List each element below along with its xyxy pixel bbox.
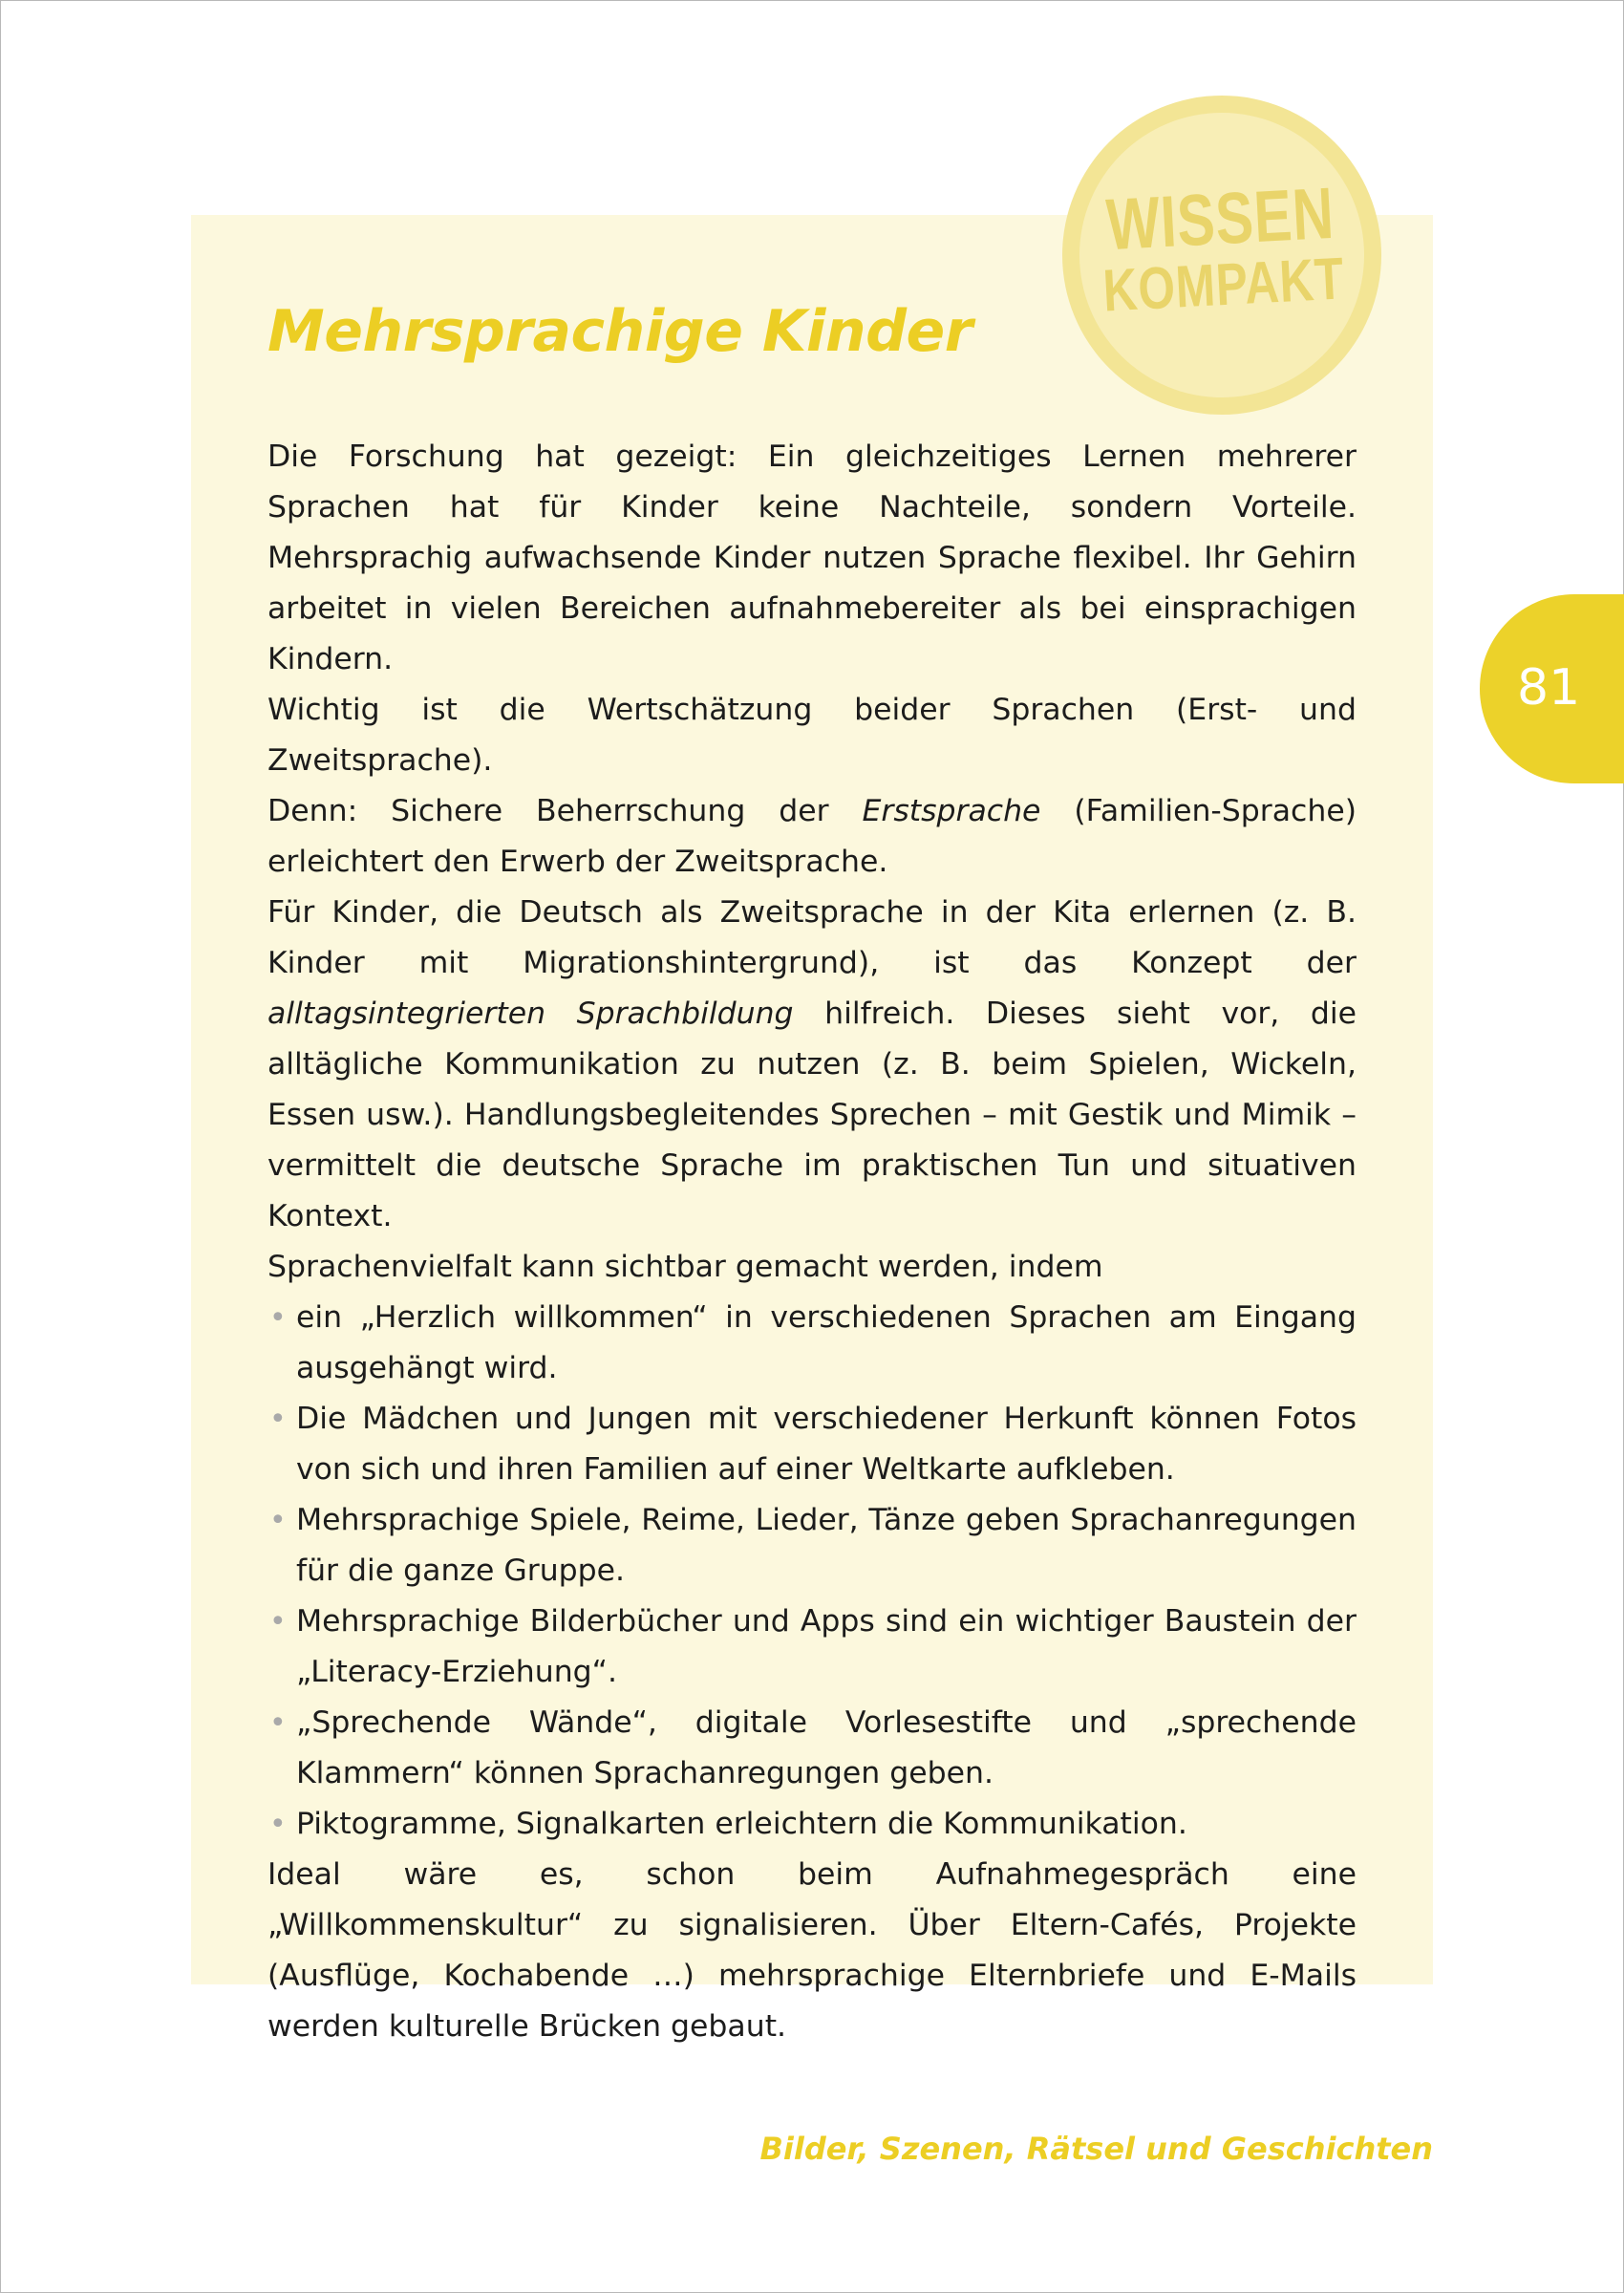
paragraph-diversity-intro: Sprachenvielfalt kann sichtbar gemacht werden, indem bbox=[267, 1250, 1103, 1284]
list-item bbox=[267, 1495, 1357, 1597]
list-item-text: Mehrsprachige Spiele, Reime, Lieder, Tänze geben Sprachanregungen für die ganze Gruppe. bbox=[296, 1503, 1357, 1588]
paragraph-second-language bbox=[267, 888, 1357, 1242]
bullet-icon: • bbox=[269, 1403, 287, 1436]
paragraph-first-language bbox=[267, 786, 1357, 888]
badge-text bbox=[1059, 172, 1385, 325]
list-item-text: „Sprechende Wände“, digitale Vorlesestifte und „sprechende Klammern“ können Sprachanregungen geben. bbox=[296, 1705, 1357, 1790]
list-item bbox=[267, 1394, 1357, 1495]
text-span: hilfreich. Dieses sieht vor, die alltägliche Kommunikation zu nutzen (z. B. beim Spielen, Wickeln, Essen usw.). Handlungsbegleitendes Sprechen – mit Gestik und Mimik – vermittelt die deutsche Sprache im praktischen Tun und situativen Kontext. bbox=[267, 996, 1357, 1233]
footer-book-title: Bilder, Szenen, Rätsel und Geschichten bbox=[759, 2131, 1433, 2167]
bullet-icon: • bbox=[269, 1504, 287, 1537]
list-item-text: ein „Herzlich willkommen“ in verschiedenen Sprachen am Eingang ausgehängt wird. bbox=[296, 1300, 1357, 1385]
page-number: 81 bbox=[1517, 659, 1581, 717]
text-span: (Familien-Sprache) erleichtert den Erwerb der Zweitsprache. bbox=[267, 794, 1357, 879]
bullet-list bbox=[267, 1293, 1357, 1850]
emphasis-sprachbildung: alltagsintegrierten Sprachbildung bbox=[267, 996, 794, 1031]
list-item-text: Piktogramme, Signalkarten erleichtern die Kommunikation. bbox=[296, 1807, 1187, 1841]
badge-line-1: WISSEN bbox=[1104, 172, 1336, 267]
list-item bbox=[267, 1597, 1357, 1698]
paragraph-appreciation: Wichtig ist die Wertschätzung beider Sprachen (Erst- und Zweitsprache). bbox=[267, 693, 1357, 778]
list-item bbox=[267, 1698, 1357, 1799]
list-item bbox=[267, 1799, 1357, 1850]
bullet-icon: • bbox=[269, 1605, 287, 1639]
paragraph-welcome-culture: Ideal wäre es, schon beim Aufnahmegespräch eine „Willkommenskultur“ zu signalisieren. Über Eltern-Cafés, Projekte (Ausflüge, Kochabende …) mehrsprachige Elternbriefe und E-Mails werden kulturelle Brücken gebaut. bbox=[267, 1857, 1357, 2044]
page-title: Mehrsprachige Kinder bbox=[267, 298, 972, 365]
paragraph-research: Die Forschung hat gezeigt: Ein gleichzeitiges Lernen mehrerer Sprachen hat für Kinder keine Nachteile, sondern Vorteile. Mehrsprachig aufwachsende Kinder nutzen Sprache flexibel. Ihr Gehirn arbeitet in vielen Bereichen aufnahmebereiter als bei einsprachigen Kindern. bbox=[267, 439, 1357, 676]
emphasis-erstsprache: Erstsprache bbox=[862, 794, 1041, 828]
bullet-icon: • bbox=[269, 1706, 287, 1740]
list-item-text: Die Mädchen und Jungen mit verschiedener Herkunft können Fotos von sich und ihren Familien auf einer Weltkarte aufkleben. bbox=[296, 1402, 1357, 1487]
text-span: Für Kinder, die Deutsch als Zweitsprache in der Kita erlernen (z. B. Kinder mit Migrationshintergrund), ist das Konzept der bbox=[267, 895, 1357, 980]
body-text bbox=[267, 432, 1357, 2052]
bullet-icon: • bbox=[269, 1808, 287, 1841]
text-span: Denn: Sichere Beherrschung der bbox=[267, 794, 863, 828]
badge-line-2: KOMPAKT bbox=[1100, 246, 1346, 325]
bullet-icon: • bbox=[269, 1301, 287, 1335]
list-item bbox=[267, 1293, 1357, 1394]
list-item-text: Mehrsprachige Bilderbücher und Apps sind ein wichtiger Baustein der „Literacy-Erziehung“. bbox=[296, 1604, 1357, 1689]
wissen-kompakt-badge bbox=[1062, 96, 1381, 415]
